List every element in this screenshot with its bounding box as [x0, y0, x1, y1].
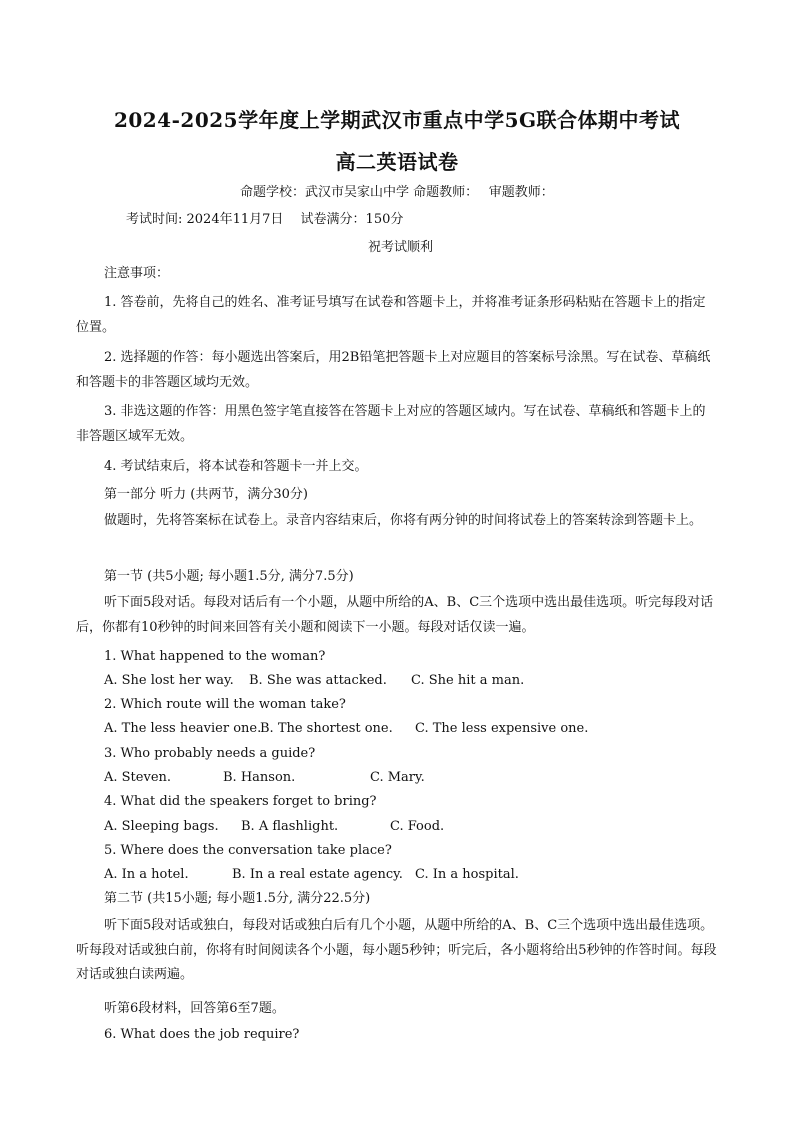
section2-instruction: 听下面5段对话或独白，每段对话或独白后有几个小题，从题中所给的A、B、C三个选项中选出最佳选项。听每段对话或独白前，你将有时间阅读各个小题，每小题5秒钟；听完后，各小题将给出5秒钟的作答时间。每段对话或独白读两遍。 [76, 918, 717, 982]
question-5-option-c: C. In a hospital. [415, 867, 519, 882]
material-6-line: 听第6段材料，回答第6至7题。 [104, 1001, 285, 1016]
question-4-option-a: A. Sleeping bags. [104, 819, 219, 834]
section1-instruction: 听下面5段对话。每段对话后有一个小题，从题中所给的A、B、C三个选项中选出最佳选项。听完每段对话后，你都有10秒钟的时间来回答有关小题和阅读下一小题。每段对话仅读一遍。 [76, 595, 714, 635]
part1-heading: 第一部分 听力 (共两节，满分30分) [104, 487, 308, 502]
exam-subtitle: 高二英语试卷 [335, 150, 459, 174]
notice-heading: 注意事项： [104, 266, 170, 281]
notice-item-3: 3. 非选这题的作答：用黑色签字笔直接答在答题卡上对应的答题区域内。写在试卷、草稿纸和答题卡上的非答题区域军无效。 [76, 404, 706, 444]
question-5-stem: 5. Where does the conversation take place? [104, 843, 392, 858]
question-2-option-c: C. The less expensive one. [415, 721, 589, 736]
wish-line: 祝考试顺利 [368, 240, 434, 255]
question-4-option-c: C. Food. [390, 819, 445, 834]
question-6-stem: 6. What does the job require? [104, 1027, 300, 1042]
question-2-option-a: A. The less heavier one. [104, 721, 262, 736]
question-3-option-a: A. Steven. [104, 770, 172, 785]
part1-instruction: 做题时，先将答案标在试卷上。录音内容结束后，你将有两分钟的时间将试卷上的答案转涂到答题卡上。 [104, 513, 703, 528]
section1-heading: 第一节 (共5小题; 每小题1.5分, 满分7.5分) [104, 569, 354, 584]
question-3-option-b: B. Hanson. [223, 770, 296, 785]
question-1-option-a: A. She lost her way. [104, 673, 234, 688]
question-1-option-c: C. She hit a man. [411, 673, 525, 688]
question-4-stem: 4. What did the speakers forget to bring? [104, 794, 377, 809]
question-2-option-b: B. The shortest one. [260, 721, 393, 736]
school-line: 命题学校：武汉市吴家山中学 命题教师： 审题教师： [240, 185, 554, 200]
question-2-stem: 2. Which route will the woman take? [104, 697, 346, 712]
question-5-option-a: A. In a hotel. [104, 867, 189, 882]
question-5-option-b: B. In a real estate agency. [232, 867, 403, 882]
notice-item-4: 4. 考试结束后，将本试卷和答题卡一并上交。 [104, 459, 368, 474]
question-1-option-b: B. She was attacked. [249, 673, 387, 688]
notice-item-1: 1. 答卷前，先将自己的姓名、准考证号填写在试卷和答题卡上，并将准考证条形码粘贴在答题卡上的指定位置。 [76, 295, 706, 335]
question-1-stem: 1. What happened to the woman? [104, 649, 326, 664]
exam-time-line: 考试时间: 2024年11月7日 试卷满分：150分 [126, 212, 404, 227]
question-4-option-b: B. A flashlight. [241, 819, 339, 834]
question-3-option-c: C. Mary. [370, 770, 425, 785]
section2-heading: 第二节 (共15小题; 每小题1.5分, 满分22.5分) [104, 891, 371, 906]
notice-item-2: 2. 选择题的作答：每小题选出答案后，用2B铅笔把答题卡上对应题目的答案标号涂黑。写在试卷、草稿纸和答题卡的非答题区域均无效。 [76, 350, 711, 390]
question-3-stem: 3. Who probably needs a guide? [104, 746, 316, 761]
exam-title: 2024-2025学年度上学期武汉市重点中学5G联合体期中考试 [113, 108, 681, 132]
